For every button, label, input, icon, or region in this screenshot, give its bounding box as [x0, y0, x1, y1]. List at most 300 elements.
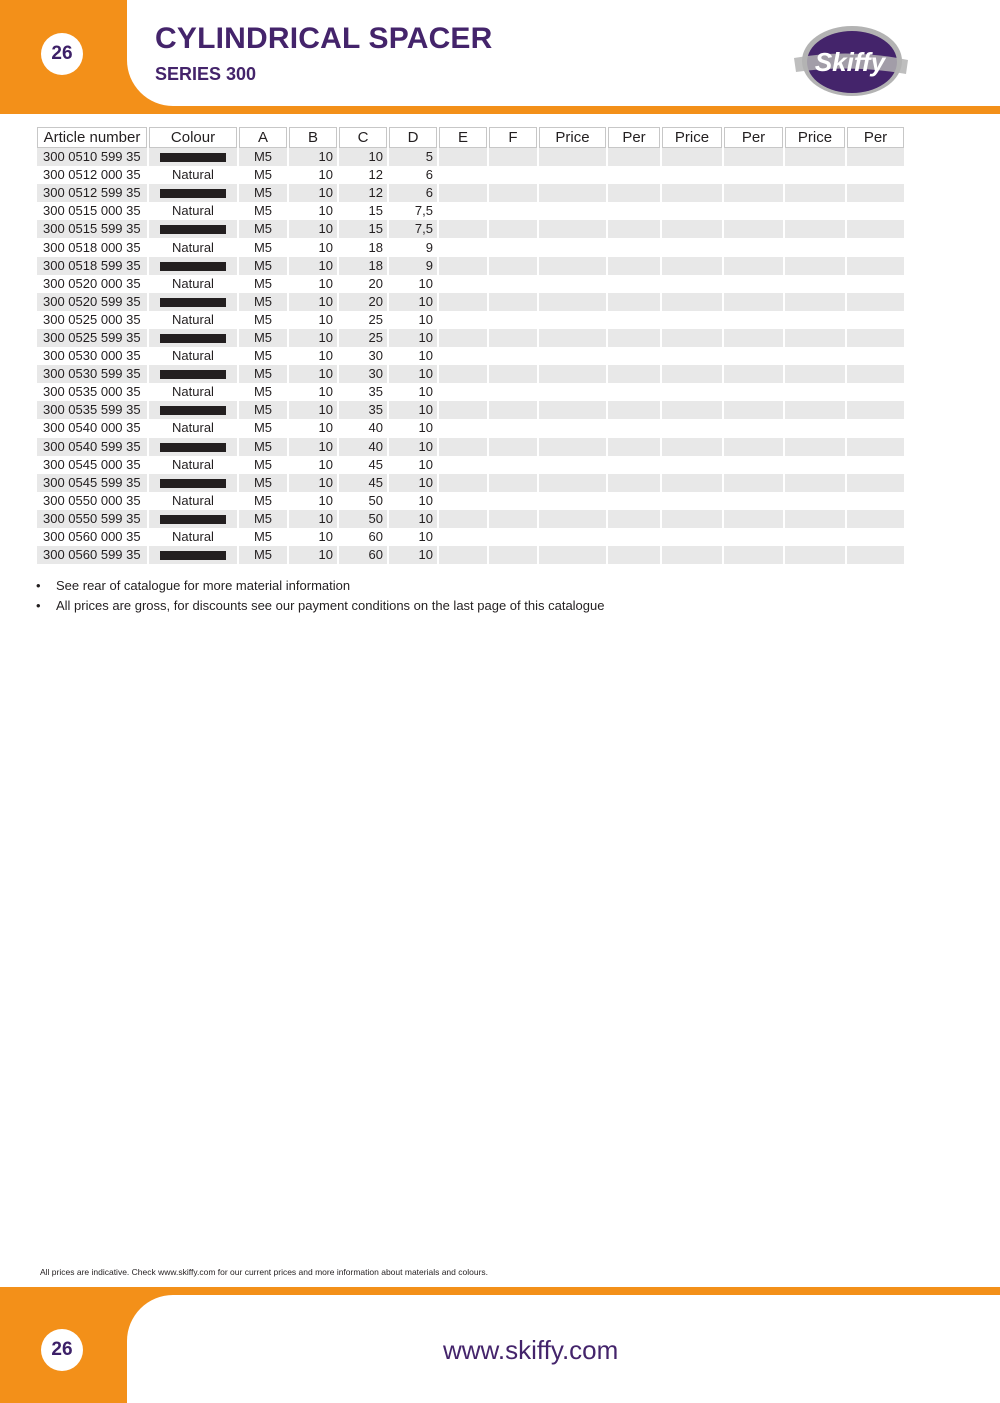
dimension-d-cell: 10 [389, 347, 437, 365]
dimension-e-cell [439, 347, 487, 365]
colour-label: Natural [172, 311, 214, 327]
per-cell [847, 401, 904, 419]
dimension-d-cell: 6 [389, 166, 437, 184]
price-cell [539, 220, 606, 238]
per-cell [847, 148, 904, 166]
price-cell [539, 202, 606, 220]
per-cell [608, 546, 660, 564]
website-link[interactable]: www.skiffy.com [443, 1335, 619, 1365]
per-cell [608, 456, 660, 474]
colour-cell [149, 347, 237, 365]
dimension-e-cell [439, 474, 487, 492]
price-cell [785, 383, 845, 401]
dimension-b-cell: 10 [289, 492, 337, 510]
dimension-e-cell [439, 293, 487, 311]
dimension-f-cell [489, 546, 537, 564]
colour-cell [149, 166, 237, 184]
article-number-cell: 300 0515 000 35 [37, 202, 147, 220]
per-cell [847, 383, 904, 401]
per-cell [724, 383, 783, 401]
per-cell [847, 438, 904, 456]
colour-cell [149, 202, 237, 220]
col-header-price-3: Price [785, 127, 845, 148]
dimension-c-cell: 60 [339, 546, 387, 564]
per-cell [608, 383, 660, 401]
colour-swatch-black [160, 406, 226, 415]
per-cell [608, 311, 660, 329]
per-cell [724, 238, 783, 256]
dimension-d-cell: 10 [389, 401, 437, 419]
table-row [37, 311, 904, 329]
col-header-per-1: Per [608, 127, 660, 148]
per-cell [847, 419, 904, 437]
per-cell [847, 275, 904, 293]
dimension-c-cell: 35 [339, 383, 387, 401]
dimension-c-cell: 30 [339, 347, 387, 365]
article-number-cell: 300 0535 599 35 [37, 401, 147, 419]
article-number-cell: 300 0560 000 35 [37, 528, 147, 546]
per-cell [608, 202, 660, 220]
price-cell [785, 184, 845, 202]
table-row [37, 401, 904, 419]
per-cell [608, 474, 660, 492]
per-cell [724, 220, 783, 238]
price-cell [662, 184, 722, 202]
dimension-a-cell: M5 [239, 438, 287, 456]
price-cell [785, 546, 845, 564]
per-cell [847, 311, 904, 329]
col-header-c: C [339, 127, 387, 148]
price-cell [785, 148, 845, 166]
article-number-cell: 300 0545 599 35 [37, 474, 147, 492]
per-cell [847, 166, 904, 184]
price-cell [785, 456, 845, 474]
per-cell [724, 528, 783, 546]
price-cell [662, 148, 722, 166]
price-cell [662, 492, 722, 510]
dimension-b-cell: 10 [289, 456, 337, 474]
spacer-table [35, 127, 906, 564]
page-subtitle: SERIES 300 [155, 64, 257, 84]
dimension-b-cell: 10 [289, 365, 337, 383]
colour-swatch-black [160, 551, 226, 560]
per-cell [847, 329, 904, 347]
per-cell [724, 202, 783, 220]
dimension-b-cell: 10 [289, 293, 337, 311]
per-cell [608, 365, 660, 383]
dimension-b-cell: 10 [289, 474, 337, 492]
dimension-b-cell: 10 [289, 419, 337, 437]
dimension-c-cell: 40 [339, 419, 387, 437]
per-cell [724, 365, 783, 383]
article-number-cell: 300 0512 599 35 [37, 184, 147, 202]
dimension-f-cell [489, 456, 537, 474]
per-cell [847, 510, 904, 528]
dimension-f-cell [489, 492, 537, 510]
table-row [37, 257, 904, 275]
price-cell [539, 293, 606, 311]
table-row [37, 148, 904, 166]
dimension-a-cell: M5 [239, 166, 287, 184]
per-cell [724, 166, 783, 184]
dimension-f-cell [489, 166, 537, 184]
colour-label: Natural [172, 239, 214, 255]
dimension-f-cell [489, 275, 537, 293]
price-cell [662, 438, 722, 456]
dimension-f-cell [489, 238, 537, 256]
per-cell [724, 456, 783, 474]
dimension-c-cell: 12 [339, 184, 387, 202]
colour-cell [149, 528, 237, 546]
price-cell [662, 293, 722, 311]
article-number-cell: 300 0510 599 35 [37, 148, 147, 166]
page-title: CYLINDRICAL SPACER [155, 22, 493, 55]
price-cell [785, 293, 845, 311]
dimension-e-cell [439, 148, 487, 166]
colour-swatch-black [160, 298, 226, 307]
dimension-f-cell [489, 148, 537, 166]
article-number-cell: 300 0550 000 35 [37, 492, 147, 510]
table-row [37, 419, 904, 437]
colour-swatch-black [160, 370, 226, 379]
dimension-d-cell: 10 [389, 528, 437, 546]
per-cell [608, 238, 660, 256]
table-header-row [37, 127, 904, 148]
price-cell [539, 528, 606, 546]
article-number-cell: 300 0535 000 35 [37, 383, 147, 401]
price-cell [662, 419, 722, 437]
dimension-c-cell: 15 [339, 220, 387, 238]
colour-swatch-black [160, 515, 226, 524]
colour-label: Natural [172, 384, 214, 400]
article-number-cell: 300 0520 000 35 [37, 275, 147, 293]
dimension-b-cell: 10 [289, 311, 337, 329]
per-cell [724, 546, 783, 564]
dimension-a-cell: M5 [239, 311, 287, 329]
price-cell [785, 329, 845, 347]
dimension-a-cell: M5 [239, 238, 287, 256]
per-cell [724, 257, 783, 275]
colour-cell [149, 510, 237, 528]
dimension-c-cell: 18 [339, 238, 387, 256]
dimension-c-cell: 20 [339, 275, 387, 293]
dimension-b-cell: 10 [289, 202, 337, 220]
dimension-a-cell: M5 [239, 492, 287, 510]
table-row [37, 365, 904, 383]
per-cell [608, 401, 660, 419]
table-row [37, 238, 904, 256]
note-text: See rear of catalogue for more material information [56, 578, 351, 593]
dimension-b-cell: 10 [289, 184, 337, 202]
dimension-a-cell: M5 [239, 419, 287, 437]
per-cell [724, 148, 783, 166]
article-number-cell: 300 0545 000 35 [37, 456, 147, 474]
dimension-d-cell: 9 [389, 257, 437, 275]
price-disclaimer: All prices are indicative. Check www.skiffy.com for our current prices and more information about materials and colours. [40, 1267, 489, 1277]
dimension-d-cell: 10 [389, 492, 437, 510]
dimension-a-cell: M5 [239, 184, 287, 202]
per-cell [724, 438, 783, 456]
per-cell [847, 238, 904, 256]
col-header-e: E [439, 127, 487, 148]
colour-swatch-black [160, 443, 226, 452]
per-cell [847, 492, 904, 510]
per-cell [847, 293, 904, 311]
dimension-a-cell: M5 [239, 329, 287, 347]
price-cell [785, 438, 845, 456]
article-number-cell: 300 0540 000 35 [37, 419, 147, 437]
dimension-a-cell: M5 [239, 546, 287, 564]
price-cell [539, 419, 606, 437]
colour-cell [149, 492, 237, 510]
dimension-b-cell: 10 [289, 510, 337, 528]
dimension-d-cell: 5 [389, 148, 437, 166]
dimension-b-cell: 10 [289, 148, 337, 166]
per-cell [847, 528, 904, 546]
per-cell [724, 401, 783, 419]
price-cell [662, 220, 722, 238]
col-header-b: B [289, 127, 337, 148]
dimension-b-cell: 10 [289, 546, 337, 564]
dimension-c-cell: 35 [339, 401, 387, 419]
colour-swatch-black [160, 334, 226, 343]
col-header-per-2: Per [724, 127, 783, 148]
price-cell [785, 401, 845, 419]
skiffy-logo [790, 20, 910, 100]
dimension-d-cell: 10 [389, 329, 437, 347]
colour-label: Natural [172, 456, 214, 472]
per-cell [608, 510, 660, 528]
dimension-b-cell: 10 [289, 257, 337, 275]
dimension-f-cell [489, 419, 537, 437]
dimension-e-cell [439, 456, 487, 474]
per-cell [847, 456, 904, 474]
dimension-e-cell [439, 202, 487, 220]
col-header-price-2: Price [662, 127, 722, 148]
price-cell [662, 166, 722, 184]
price-cell [785, 365, 845, 383]
per-cell [608, 492, 660, 510]
dimension-c-cell: 60 [339, 528, 387, 546]
dimension-c-cell: 25 [339, 311, 387, 329]
dimension-d-cell: 10 [389, 546, 437, 564]
dimension-a-cell: M5 [239, 220, 287, 238]
per-cell [608, 166, 660, 184]
price-cell [785, 474, 845, 492]
colour-cell [149, 401, 237, 419]
colour-cell [149, 311, 237, 329]
dimension-d-cell: 9 [389, 238, 437, 256]
price-cell [662, 383, 722, 401]
price-cell [662, 528, 722, 546]
price-cell [539, 456, 606, 474]
per-cell [847, 365, 904, 383]
per-cell [608, 184, 660, 202]
table-row [37, 438, 904, 456]
dimension-c-cell: 15 [339, 202, 387, 220]
col-header-f: F [489, 127, 537, 148]
price-cell [539, 347, 606, 365]
dimension-f-cell [489, 438, 537, 456]
dimension-f-cell [489, 474, 537, 492]
table-row [37, 275, 904, 293]
dimension-e-cell [439, 365, 487, 383]
bullet-icon: • [36, 597, 41, 613]
price-cell [785, 311, 845, 329]
colour-cell [149, 383, 237, 401]
table-row [37, 184, 904, 202]
colour-label: Natural [172, 167, 214, 183]
colour-cell [149, 456, 237, 474]
dimension-c-cell: 50 [339, 510, 387, 528]
col-header-d: D [389, 127, 437, 148]
per-cell [608, 347, 660, 365]
price-cell [785, 238, 845, 256]
colour-cell [149, 293, 237, 311]
table-row [37, 474, 904, 492]
per-cell [608, 329, 660, 347]
per-cell [608, 148, 660, 166]
dimension-e-cell [439, 419, 487, 437]
table-row [37, 329, 904, 347]
price-cell [785, 275, 845, 293]
table-row [37, 510, 904, 528]
table-row [37, 166, 904, 184]
dimension-c-cell: 30 [339, 365, 387, 383]
dimension-e-cell [439, 401, 487, 419]
price-cell [785, 257, 845, 275]
dimension-d-cell: 10 [389, 383, 437, 401]
dimension-b-cell: 10 [289, 438, 337, 456]
dimension-f-cell [489, 383, 537, 401]
dimension-a-cell: M5 [239, 275, 287, 293]
dimension-a-cell: M5 [239, 257, 287, 275]
article-number-cell: 300 0512 000 35 [37, 166, 147, 184]
price-cell [785, 419, 845, 437]
per-cell [608, 257, 660, 275]
colour-cell [149, 238, 237, 256]
dimension-a-cell: M5 [239, 474, 287, 492]
per-cell [724, 492, 783, 510]
per-cell [724, 419, 783, 437]
dimension-a-cell: M5 [239, 347, 287, 365]
colour-swatch-black [160, 225, 226, 234]
article-number-cell: 300 0518 599 35 [37, 257, 147, 275]
dimension-c-cell: 45 [339, 456, 387, 474]
price-cell [785, 202, 845, 220]
col-header-a: A [239, 127, 287, 148]
colour-cell [149, 365, 237, 383]
per-cell [847, 546, 904, 564]
price-cell [662, 347, 722, 365]
dimension-c-cell: 50 [339, 492, 387, 510]
dimension-a-cell: M5 [239, 510, 287, 528]
table-row [37, 528, 904, 546]
per-cell [847, 184, 904, 202]
dimension-f-cell [489, 528, 537, 546]
price-cell [539, 401, 606, 419]
colour-label: Natural [172, 203, 214, 219]
dimension-a-cell: M5 [239, 528, 287, 546]
table-row [37, 492, 904, 510]
dimension-e-cell [439, 528, 487, 546]
article-number-cell: 300 0518 000 35 [37, 238, 147, 256]
per-cell [724, 510, 783, 528]
dimension-d-cell: 10 [389, 419, 437, 437]
per-cell [724, 474, 783, 492]
per-cell [608, 438, 660, 456]
price-cell [539, 438, 606, 456]
dimension-e-cell [439, 238, 487, 256]
article-number-cell: 300 0525 000 35 [37, 311, 147, 329]
per-cell [724, 329, 783, 347]
note-item [36, 578, 604, 598]
dimension-c-cell: 20 [339, 293, 387, 311]
per-cell [608, 528, 660, 546]
dimension-b-cell: 10 [289, 347, 337, 365]
colour-label: Natural [172, 420, 214, 436]
table-row [37, 456, 904, 474]
per-cell [724, 184, 783, 202]
price-cell [785, 492, 845, 510]
article-number-cell: 300 0520 599 35 [37, 293, 147, 311]
dimension-f-cell [489, 401, 537, 419]
price-cell [785, 166, 845, 184]
price-cell [662, 456, 722, 474]
colour-swatch-black [160, 479, 226, 488]
dimension-c-cell: 45 [339, 474, 387, 492]
per-cell [847, 220, 904, 238]
price-cell [785, 347, 845, 365]
dimension-d-cell: 10 [389, 456, 437, 474]
dimension-f-cell [489, 347, 537, 365]
article-number-cell: 300 0550 599 35 [37, 510, 147, 528]
dimension-e-cell [439, 510, 487, 528]
dimension-e-cell [439, 546, 487, 564]
price-cell [539, 311, 606, 329]
dimension-f-cell [489, 293, 537, 311]
colour-cell [149, 474, 237, 492]
colour-swatch-black [160, 262, 226, 271]
per-cell [847, 347, 904, 365]
notes-list [36, 578, 604, 617]
dimension-c-cell: 25 [339, 329, 387, 347]
col-header-price-1: Price [539, 127, 606, 148]
colour-cell [149, 546, 237, 564]
price-cell [539, 148, 606, 166]
price-cell [662, 510, 722, 528]
dimension-f-cell [489, 257, 537, 275]
table-row [37, 546, 904, 564]
price-cell [539, 383, 606, 401]
dimension-d-cell: 10 [389, 474, 437, 492]
price-cell [539, 546, 606, 564]
dimension-e-cell [439, 383, 487, 401]
dimension-a-cell: M5 [239, 148, 287, 166]
dimension-b-cell: 10 [289, 401, 337, 419]
dimension-e-cell [439, 166, 487, 184]
page-number-badge: 26 [41, 33, 83, 75]
dimension-d-cell: 7,5 [389, 202, 437, 220]
price-cell [662, 546, 722, 564]
colour-cell [149, 329, 237, 347]
price-cell [662, 202, 722, 220]
dimension-a-cell: M5 [239, 293, 287, 311]
price-cell [662, 311, 722, 329]
dimension-e-cell [439, 275, 487, 293]
dimension-d-cell: 10 [389, 293, 437, 311]
price-cell [785, 220, 845, 238]
